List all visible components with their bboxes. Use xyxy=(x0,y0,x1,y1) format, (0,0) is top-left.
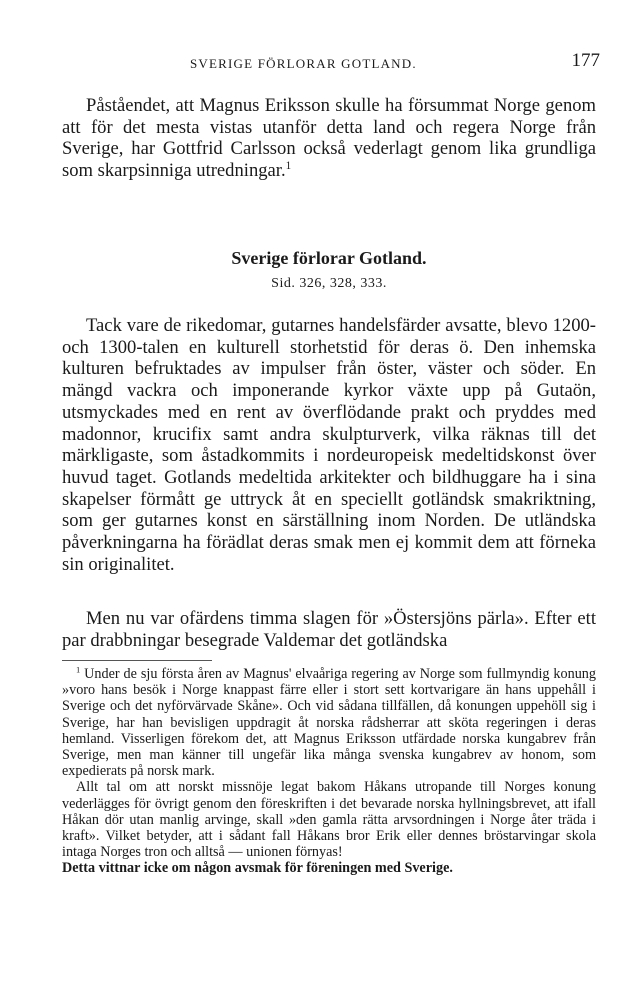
running-title: SVERIGE FÖRLORAR GOTLAND. xyxy=(190,56,417,71)
paragraph-1 xyxy=(62,95,596,182)
footnote-section xyxy=(62,666,596,877)
section-page-references: Sid. 326, 328, 333. xyxy=(271,276,387,291)
footnote-paragraph-1 xyxy=(62,666,596,779)
paragraph-3: Men nu var ofärdens timma slagen för »Östersjöns pärla». Efter ett par drabbningar besegrade Valdemar det gotländska xyxy=(62,608,596,651)
paragraph-2: Tack vare de rikedomar, gutarnes handelsfärder avsatte, blevo 1200- och 1300-talen en kulturell storhetstid för deras ö. Den inhemska kulturen befruktades av impulser från öster, väster och söder. En mängd vackra och imponerande kyrkor växte upp på Gutaön, utsmyckades med en rent av överflödande prakt och pryddes med madonnor, krucifix samt andra skulpturverk, vilka räknas till det märkligaste, som åstadkommits i nordeuropeisk medeltidskonst över huvud taget. Gotlands medeltida arkitekter och bildhuggare ha i sina skapelser förmått ge uttryck åt en speciellt gotländsk smakriktning, som ger gutarnes konst en särställning inom Norden. De utländska påverkningarna ha förädlat deras smak men ej kommit dem att förneka sin originalitet. xyxy=(62,315,596,575)
section-heading: Sverige förlorar Gotland. xyxy=(231,248,427,268)
footnote-paragraph-3: Detta vittnar icke om någon avsmak för föreningen med Sverige. xyxy=(62,860,453,877)
footnote-divider xyxy=(62,660,212,661)
footnote-marker: 1 xyxy=(76,664,81,675)
page-header xyxy=(60,50,600,74)
page-number: 177 xyxy=(571,50,600,71)
footnote-paragraph-2: Allt tal om att norskt missnöje legat bakom Håkans utropande till Norges konung vederlägges för övrigt genom den föreskriften i det bevarade norska hyllningsbrevet, att ifall Håkan dör utan manlig arvinge, skall »den gamla rätta arvsordningen i Norge åter träda i kraft». Vilket betyder, att i sådant fall Håkans bror Erik eller dennes bröstarvingar skola intaga Norges tron och alltså — unionen förnyas! xyxy=(62,779,596,861)
footnote-reference: 1 xyxy=(285,159,292,172)
paragraph-1-text: Påståendet, att Magnus Eriksson skulle ha försummat Norge genom att för det mesta vistas utanför detta land och regera Norge från Sverige, har Gottfrid Carlsson också vederlagt genom lika grundliga som skarpsinniga utredningar. xyxy=(62,95,596,182)
footnote-text-1: Under de sju första åren av Magnus' elvaåriga regering av Norge som fullmyndig konung »voro hans besök i Norge knappast färre eller i stort sett kortvarigare än hans uppehåll i Sverige och det nyförvärvade Skåne». Och vid sådana tillfällen, då konungen uppehöll sig i Sverige, har han bevisligen uppdragit åt norska rådsherrar att sköta regeringen i deras hemland. Visserligen förekom det, att Magnus Eriksson utfärdade norska kungabrev från Sverige, men man känner till ungefär lika många svenska kungabrev av honom, som expedierats på norsk mark. xyxy=(62,666,596,780)
